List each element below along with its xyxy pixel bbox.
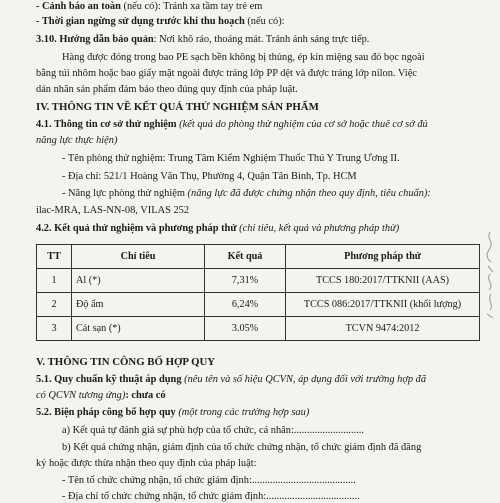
header-method: Phương pháp thử [286, 245, 480, 269]
section-5-1-note: có QCVN tương ứng): chưa có [36, 390, 166, 401]
packaging-para-1: Hàng được đóng trong bao PE sạch bền không bị thủng, ép kín miệng sau đó bọc ngoài [62, 52, 425, 63]
cell-tt: 2 [37, 293, 72, 317]
header-result: Kết quả [205, 245, 286, 269]
margin-handwriting [482, 230, 498, 320]
option-b-line-1: b) Kết quả chứng nhận, giám định của tổ chức chứng nhận, tổ chức giám định đã đăng [62, 442, 422, 453]
org-name-line: - Tên tổ chức chứng nhận, tổ chức giám định:........................................ [62, 475, 356, 486]
table-header-row [37, 245, 480, 269]
section-5-heading: V. THÔNG TIN CÔNG BỐ HỢP QUY [36, 356, 216, 368]
packaging-para-3: dán nhãn sản phẩm đảm bảo theo đúng quy định của pháp luật. [36, 84, 298, 95]
lab-address: - Địa chỉ: 521/1 Hoàng Văn Thụ, Phường 4, Quận Tân Bình, Tp. HCM [62, 171, 357, 182]
storage-heading: 3.10. Hướng dẫn bảo quản: Nơi khô ráo, thoáng mát. Tránh ánh sáng trực tiếp. [36, 34, 370, 45]
section-4-1-heading: 4.1. Thông tin cơ sở thử nghiệm (kết quả do phòng thử nghiệm của cơ sở hoặc thuê cơ sở đủ [36, 119, 428, 130]
cell-criterion: Al (*) [72, 269, 205, 293]
cell-result: 7,31% [205, 269, 286, 293]
withdrawal-time-line: - Thời gian ngừng sử dụng trước khi thu hoạch (nếu có): [36, 16, 285, 27]
org-address-line: - Địa chỉ tổ chức chứng nhận, tổ chức giám định:.................................... [62, 491, 360, 502]
section-5-1-heading: 5.1. Quy chuẩn kỹ thuật áp dụng (nêu tên và số hiệu QCVN, áp dụng đối với trường hợp đã [36, 374, 427, 385]
cell-method: TCVN 9474:2012 [286, 317, 480, 341]
cell-method: TCCS 086:2017/TTKNII (khối lượng) [286, 293, 480, 317]
cell-tt: 3 [37, 317, 72, 341]
packaging-para-2: bằng túi nhôm hoặc bao giấy mặt ngoài được tráng lớp PP dệt và được tráng lớp nilon. Việc [36, 68, 417, 79]
header-criterion: Chỉ tiêu [72, 245, 205, 269]
section-4-1-note: năng lực thực hiện) [36, 135, 118, 146]
cell-result: 3.05% [205, 317, 286, 341]
safety-warning-line: - Cảnh báo an toàn (nếu có): Tránh xa tầm tay trẻ em [36, 1, 263, 12]
option-b-line-2: ký hoặc được thừa nhận theo quy định của pháp luật: [36, 458, 257, 469]
cell-result: 6,24% [205, 293, 286, 317]
section-5-2-heading: 5.2. Biện pháp công bố hợp quy (một trong các trường hợp sau) [36, 407, 310, 418]
lab-name: - Tên phòng thử nghiệm: Trung Tâm Kiểm Nghiệm Thuốc Thú Y Trung Ương II. [62, 153, 400, 164]
test-results-table [36, 244, 480, 341]
header-tt: TT [37, 245, 72, 269]
lab-capability: - Năng lực phòng thử nghiệm (năng lực đã được chứng nhận theo quy định, tiêu chuẩn): [62, 188, 431, 199]
lab-certifications: ilac-MRA, LAS-NN-08, VILAS 252 [36, 205, 190, 216]
handwriting-scribble-icon [482, 230, 498, 320]
cell-tt: 1 [37, 269, 72, 293]
cell-criterion: Độ ẩm [72, 293, 205, 317]
cell-method: TCCS 180:2017/TTKNII (AAS) [286, 269, 480, 293]
cell-criterion: Cát sạn (*) [72, 317, 205, 341]
section-4-heading: IV. THÔNG TIN VỀ KẾT QUẢ THỬ NGHIỆM SẢN PHẨM [36, 101, 319, 113]
table-row [37, 293, 480, 317]
table-row [37, 317, 480, 341]
table-row [37, 269, 480, 293]
section-4-2-heading: 4.2. Kết quả thử nghiệm và phương pháp thử (chỉ tiêu, kết quả và phương pháp thử) [36, 223, 400, 234]
option-a-line: a) Kết quả tự đánh giá sự phù hợp của tổ chức, cá nhân:........................... [62, 425, 364, 436]
